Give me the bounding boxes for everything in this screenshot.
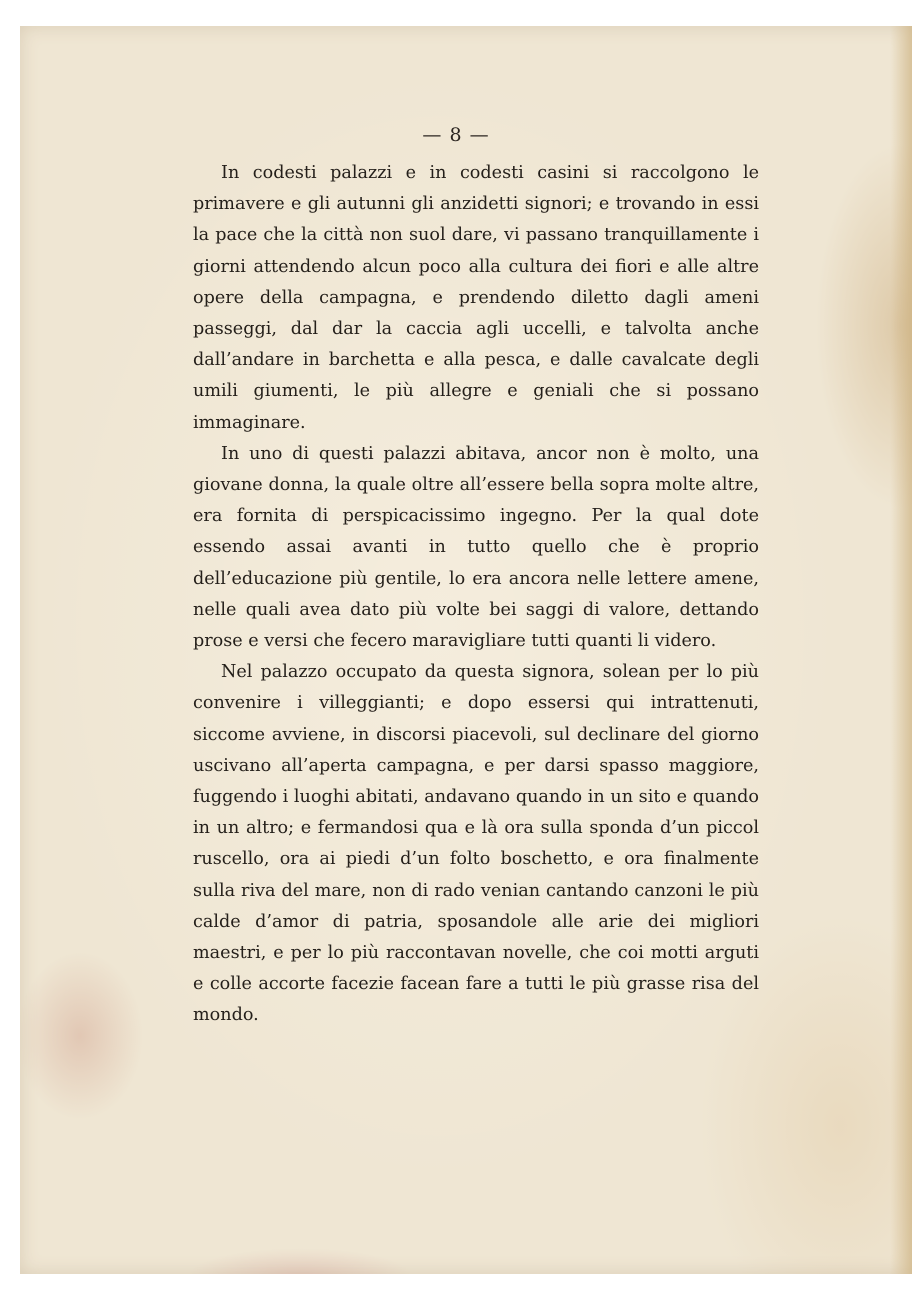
page-number: — 8 — <box>422 124 490 146</box>
body-text <box>193 158 759 1032</box>
paragraph-2: In uno di questi palazzi abitava, ancor non è molto, una giovane donna, la quale oltre all’essere bella sopra molte altre, era fornita di perspicacissimo ingegno. Per la qual dote essendo assai avanti in tutto quello che è proprio dell’educazione più gentile, lo era ancora nelle lettere amene, nelle quali avea dato più volte bei saggi di valore, dettando prose e versi che fecero maravigliare tutti quanti li videro. <box>193 443 759 652</box>
paragraph-1: In codesti palazzi e in codesti casini si raccolgono le primavere e gli autunni gli anzidetti signori; e trovando in essi la pace che la città non suol dare, vi passano tranquillamente i giorni attendendo alcun poco alla cultura dei fiori e alle altre opere della campagna, e prendendo diletto dagli ameni passeggi, dal dar la caccia agli uccelli, e talvolta anche dall’andare in barchetta e alla pesca, e dalle cavalcate degli umili giumenti, le più allegre e geniali che si possano immaginare. <box>193 163 759 433</box>
paper-edge <box>890 26 912 1274</box>
paragraph-3: Nel palazzo occupato da questa signora, solean per lo più convenire i villeggianti; e dopo essersi qui intrattenuti, siccome avviene, in discorsi piacevoli, sul declinare del giorno uscivano all’aperta campagna, e per darsi spasso maggiore, fuggendo i luoghi abitati, andavano quando in un sito e quando in un altro; e fermandosi qua e là ora sulla sponda d’un piccol ruscello, ora ai piedi d’un folto boschetto, e ora finalmente sulla riva del mare, non di rado venian cantando canzoni le più calde d’amor di patria, sposandole alle arie dei migliori maestri, e per lo più raccontavan novelle, che coi motti arguti e colle accorte facezie facean fare a tutti le più grasse risa del mondo. <box>193 662 759 1026</box>
